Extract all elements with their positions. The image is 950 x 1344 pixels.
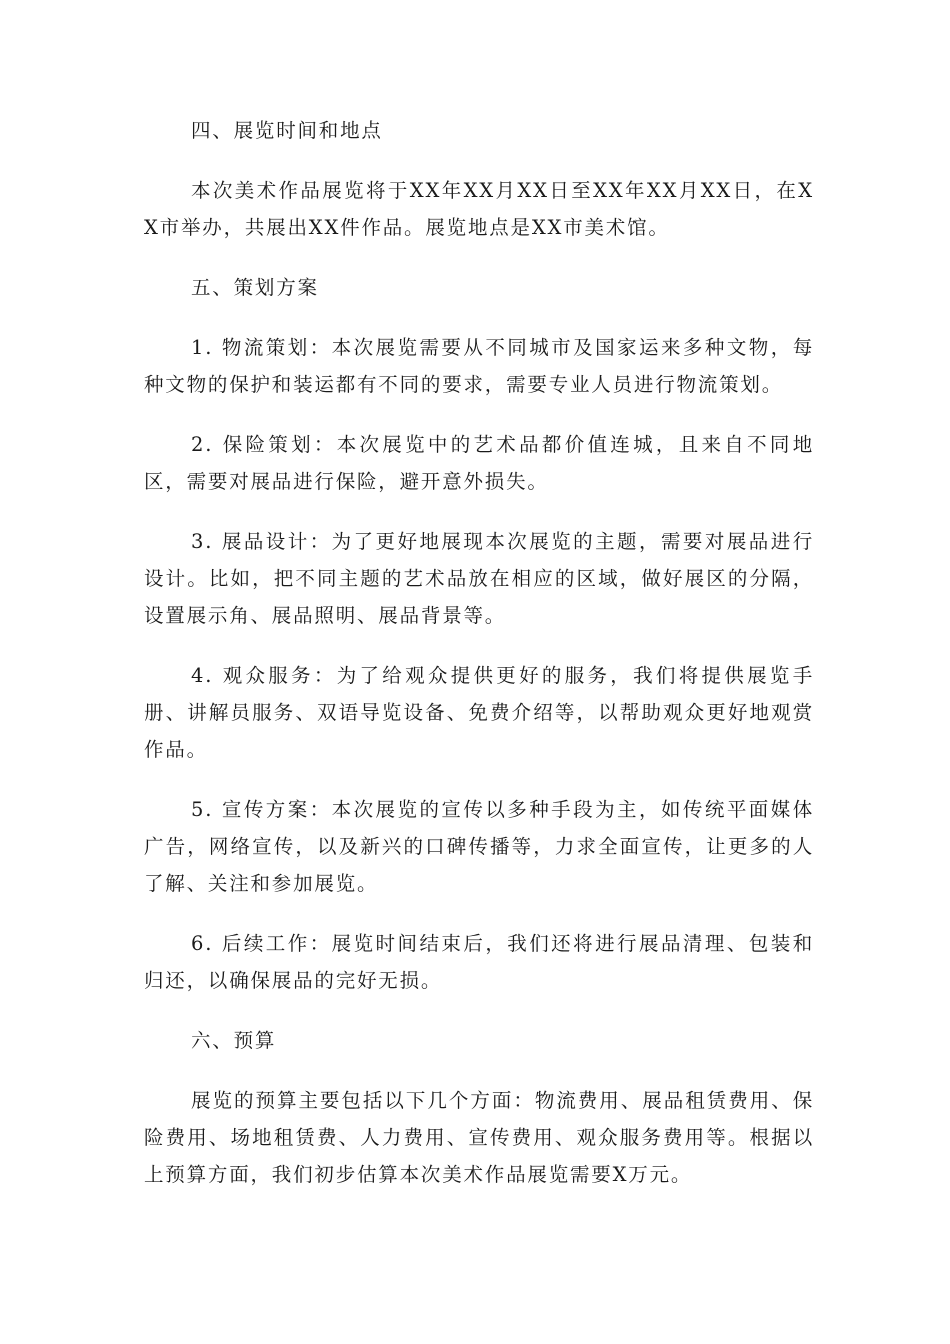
paragraph-follow-up: 6. 后续工作：展览时间结束后，我们还将进行展品清理、包装和归还，以确保展品的完好无损。 — [144, 932, 814, 992]
paragraph-budget: 展览的预算主要包括以下几个方面：物流费用、展品租赁费用、保险费用、场地租赁费、人力费用、宣传费用、观众服务费用等。根据以上预算方面，我们初步估算本次美术作品展览需要X万元。 — [144, 1089, 814, 1186]
paragraph-logistics: 1. 物流策划：本次展览需要从不同城市及国家运来多种文物，每种文物的保护和装运都有不同的要求，需要专业人员进行物流策划。 — [144, 336, 814, 396]
section-heading-time-location: 四、展览时间和地点 — [191, 119, 383, 142]
paragraph-time-location: 本次美术作品展览将于XX年XX月XX日至XX年XX月XX日，在XX市举办，共展出XX件作品。展览地点是XX市美术馆。 — [144, 179, 814, 239]
section-heading-plan: 五、策划方案 — [191, 276, 319, 299]
document-body — [144, 112, 814, 1216]
section-heading-budget: 六、预算 — [191, 1029, 277, 1052]
paragraph-audience-service: 4. 观众服务：为了给观众提供更好的服务，我们将提供展览手册、讲解员服务、双语导览设备、免费介绍等，以帮助观众更好地观赏作品。 — [144, 664, 814, 761]
paragraph-exhibit-design: 3. 展品设计：为了更好地展现本次展览的主题，需要对展品进行设计。比如，把不同主题的艺术品放在相应的区域，做好展区的分隔，设置展示角、展品照明、展品背景等。 — [144, 530, 814, 627]
paragraph-insurance: 2. 保险策划：本次展览中的艺术品都价值连城，且来自不同地区，需要对展品进行保险，避开意外损失。 — [144, 433, 814, 493]
paragraph-promotion: 5. 宣传方案：本次展览的宣传以多种手段为主，如传统平面媒体广告，网络宣传，以及新兴的口碑传播等，力求全面宣传，让更多的人了解、关注和参加展览。 — [144, 798, 814, 895]
